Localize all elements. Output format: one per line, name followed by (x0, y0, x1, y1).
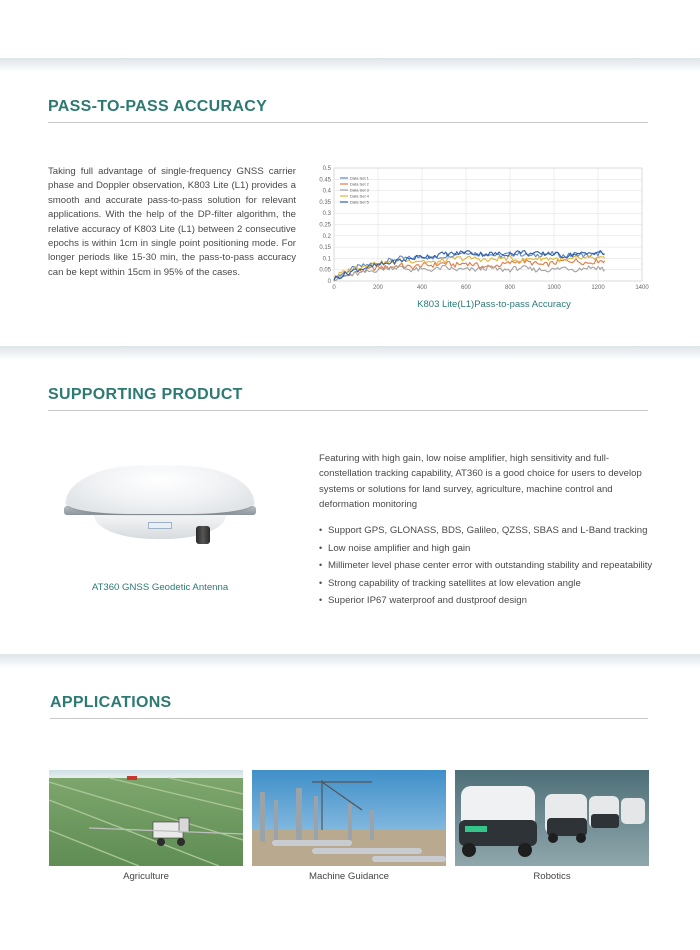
feature-text: Low noise amplifier and high gain (328, 542, 471, 554)
application-caption-machine-guidance: Machine Guidance (309, 871, 389, 882)
y-tick-label: 0.4 (322, 188, 331, 195)
product-description: Featuring with high gain, low noise amplifier, high sensitivity and full-constellation tracking capability, AT360 is a good choice for users to develop systems or solutions for land survey, agriculture, machine control and deformation monitoring (319, 453, 642, 510)
legend-label: Data Set 2 (350, 181, 369, 187)
y-tick-label: 0.1 (322, 256, 331, 263)
application-caption-robotics: Robotics (533, 871, 571, 882)
agriculture-photo (49, 770, 243, 866)
legend-label: Data Set 5 (350, 199, 369, 205)
bullet-icon: • (319, 560, 323, 571)
y-tick-label: 0 (327, 279, 331, 285)
y-tick-label: 0.3 (322, 211, 331, 218)
x-tick-label: 800 (504, 285, 516, 291)
x-tick-label: 600 (460, 285, 472, 291)
antenna-label-sticker (148, 522, 172, 529)
legend-label: Data Set 4 (350, 193, 369, 199)
legend-label: Data Set 1 (350, 175, 369, 181)
title-rule (48, 410, 648, 411)
x-tick-label: 200 (372, 285, 384, 291)
x-tick-label: 1000 (547, 285, 561, 291)
y-tick-label: 0.5 (322, 166, 331, 172)
feature-text: Strong capability of tracking satellites at low elevation angle (328, 577, 581, 589)
bullet-icon: • (319, 595, 323, 606)
antenna-dome (66, 466, 254, 514)
feature-text: Millimeter level phase center error with outstanding stability and repeatability (328, 560, 653, 572)
x-tick-label: 0 (332, 285, 336, 291)
y-tick-label: 0.15 (319, 245, 331, 252)
robotics-photo (455, 770, 649, 866)
feature-item (319, 557, 659, 575)
feature-text: Superior IP67 waterproof and dustproof design (328, 595, 527, 607)
feature-item (319, 575, 659, 593)
bullet-icon: • (319, 542, 323, 553)
feature-item (319, 540, 659, 558)
y-tick-label: 0.2 (322, 233, 331, 240)
y-tick-label: 0.45 (319, 177, 331, 184)
application-caption-agriculture: Agriculture (123, 871, 169, 882)
feature-item (319, 522, 659, 540)
pass-to-pass-chart (318, 162, 658, 297)
title-rule (48, 122, 648, 123)
feature-text: Support GPS, GLONASS, BDS, Galileo, QZSS, SBAS and L-Band tracking (328, 525, 648, 536)
chart-caption: K803 Lite(L1)Pass-to-pass Accuracy (417, 299, 571, 310)
y-tick-label: 0.25 (319, 222, 331, 229)
y-tick-label: 0.05 (319, 267, 331, 274)
section-divider-band (0, 58, 700, 72)
section-divider-band (0, 346, 700, 360)
title-rule (50, 718, 648, 719)
section-title-applications: APPLICATIONS (50, 694, 172, 711)
section-title-accuracy: PASS-TO-PASS ACCURACY (48, 98, 268, 115)
feature-item (319, 592, 659, 610)
x-tick-label: 1200 (591, 285, 605, 291)
accuracy-paragraph: Taking full advantage of single-frequency GNSS carrier phase and Doppler observation, K803 Lite (L1) provides a smooth and accurate pass-to-pass solution for relevant applications. With the help of the DP-filter algorithm, the relative accuracy of K803 Lite (L1) between 2 consecutive epochs is within 1cm in single point positioning mode. For longer periods like 15-30 min, the pass-to-pass accuracy can be kept within 15cm in 95% of the cases. (48, 166, 296, 278)
x-tick-label: 1400 (635, 285, 649, 291)
antenna-connector (196, 526, 210, 544)
antenna-image (60, 466, 260, 556)
legend-label: Data Set 3 (350, 187, 369, 193)
antenna-caption: AT360 GNSS Geodetic Antenna (91, 582, 229, 593)
section-title-product: SUPPORTING PRODUCT (48, 386, 243, 403)
y-tick-label: 0.35 (319, 199, 331, 206)
bullet-icon: • (319, 525, 323, 535)
bullet-icon: • (319, 577, 323, 588)
feature-list (319, 522, 659, 610)
machine-guidance-photo (252, 770, 446, 866)
section-divider-band (0, 654, 700, 668)
x-tick-label: 400 (416, 285, 428, 291)
